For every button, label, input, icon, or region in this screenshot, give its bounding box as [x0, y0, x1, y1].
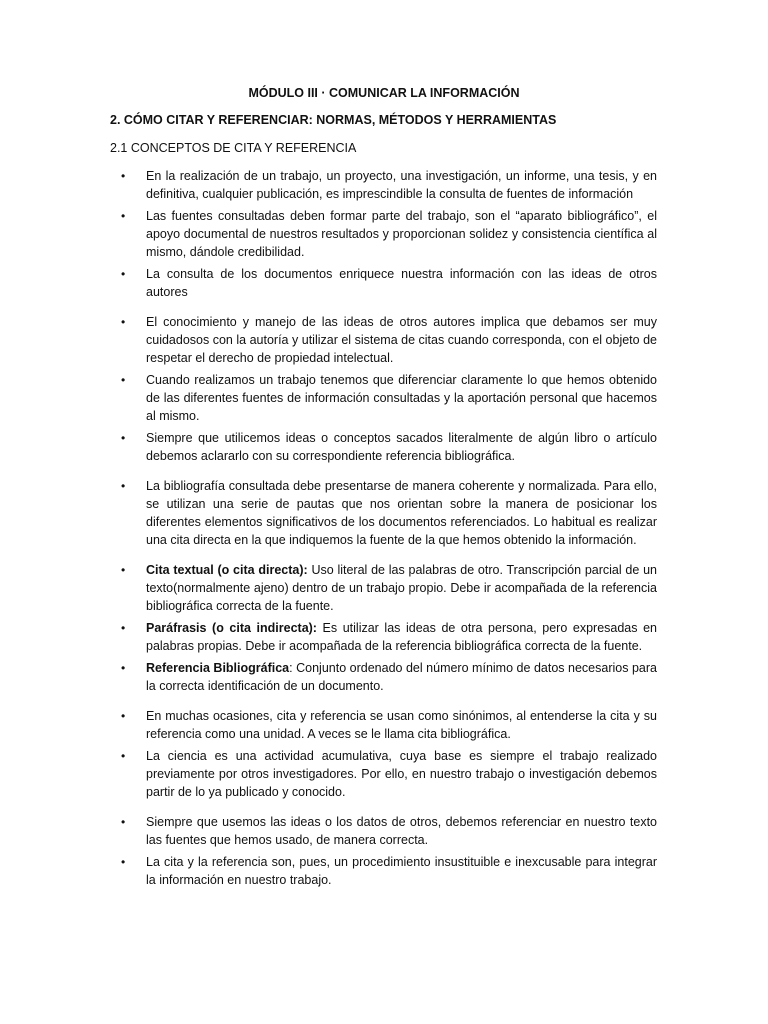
list-item	[0, 747, 768, 801]
item-text: En la realización de un trabajo, un proyecto, una investigación, un informe, una tesis, y en definitiva, cualquier publicación, es imprescindible la consulta de fuentes de información	[146, 169, 657, 201]
item-text: La consulta de los documentos enriquece nuestra información con las ideas de otros autores	[146, 267, 657, 299]
bullet-icon: •	[121, 267, 126, 281]
list-item	[0, 313, 768, 367]
subsection-heading: 2.1 CONCEPTOS DE CITA Y REFERENCIA	[110, 141, 357, 155]
list-item	[0, 659, 768, 695]
item-text: Uso literal de las palabras de otro. Transcripción parcial de un texto(normalmente ajeno) dentro de un trabajo propio. Debe ir acompañada de la referencia bibliográfica correcta de la fuente.	[146, 563, 658, 613]
list-item	[0, 477, 768, 549]
list-item	[0, 853, 768, 889]
bullet-icon: •	[121, 709, 126, 723]
list-item	[0, 813, 768, 849]
list-item	[0, 167, 768, 203]
bullet-icon: •	[121, 661, 126, 675]
item-term: Referencia Bibliográfica	[146, 661, 290, 675]
bullet-icon: •	[121, 815, 126, 829]
list-item	[0, 707, 768, 743]
item-text: Siempre que utilicemos ideas o conceptos sacados literalmente de algún libro o artículo debemos aclararlo con su correspondiente referencia bibliográfica.	[146, 431, 657, 463]
bullet-icon: •	[121, 209, 126, 223]
bullet-list	[0, 167, 768, 893]
bullet-icon: •	[121, 563, 126, 577]
item-text: El conocimiento y manejo de las ideas de otros autores implica que debamos ser muy cuidadosos con la autoría y utilizar el sistema de citas cuando corresponda, con el objeto de respetar el derecho de propiedad intelectual.	[146, 315, 657, 365]
bullet-icon: •	[121, 855, 126, 869]
item-text: Siempre que usemos las ideas o los datos de otros, debemos referenciar en nuestro texto las fuentes que hemos usado, de manera correcta.	[146, 815, 657, 847]
bullet-icon: •	[121, 431, 126, 445]
item-text: Las fuentes consultadas deben formar parte del trabajo, son el “aparato bibliográfico”, el apoyo documental de nuestros resultados y proporcionan solidez y consistencia científica al mismo, dándole credibilidad.	[146, 209, 657, 259]
bullet-icon: •	[121, 749, 126, 763]
item-text: La cita y la referencia son, pues, un procedimiento insustituible e inexcusable para integrar la información en nuestro trabajo.	[146, 855, 657, 887]
list-item	[0, 429, 768, 465]
item-term: Paráfrasis (o cita indirecta):	[146, 621, 317, 635]
item-text: Es utilizar las ideas de otra persona, pero expresadas en palabras propias. Debe ir acompañada de la referencia bibliográfica correcta de la fuente.	[146, 621, 657, 653]
item-text: : Conjunto ordenado del número mínimo de datos necesarios para la correcta identificación de un documento.	[146, 661, 657, 693]
list-item	[0, 207, 768, 261]
section-heading: 2. CÓMO CITAR Y REFERENCIAR: NORMAS, MÉTODOS Y HERRAMIENTAS	[110, 113, 557, 127]
item-text: Cuando realizamos un trabajo tenemos que diferenciar claramente lo que hemos obtenido de las diferentes fuentes de información consultadas y la aportación personal que hacemos al mismo.	[146, 373, 657, 423]
bullet-icon: •	[121, 621, 126, 635]
bullet-icon: •	[121, 315, 126, 329]
item-text: La ciencia es una actividad acumulativa, cuya base es siempre el trabajo realizado previamente por otros investigadores. Por ello, en nuestro trabajo o investigación debemos partir de lo ya publicado y conocido.	[146, 749, 657, 799]
list-item	[0, 265, 768, 301]
bullet-icon: •	[121, 373, 126, 387]
bullet-icon: •	[121, 479, 126, 493]
list-item	[0, 619, 768, 655]
document-title: MÓDULO III · COMUNICAR LA INFORMACIÓN	[248, 86, 520, 100]
list-item	[0, 561, 768, 615]
bullet-icon: •	[121, 169, 126, 183]
list-item	[0, 371, 768, 425]
item-text: En muchas ocasiones, cita y referencia se usan como sinónimos, al entenderse la cita y su referencia como una unidad. A veces se le llama cita bibliográfica.	[146, 709, 657, 741]
item-text: La bibliografía consultada debe presentarse de manera coherente y normalizada. Para ello, se utilizan una serie de pautas que nos orientan sobre la manera de posicionar los diferentes elementos significativos de los documentos referenciados. Lo habitual es realizar una cita directa en la que indiquemos la fuente de la que hemos obtenido la información.	[146, 479, 657, 547]
item-term: Cita textual (o cita directa):	[146, 563, 308, 577]
